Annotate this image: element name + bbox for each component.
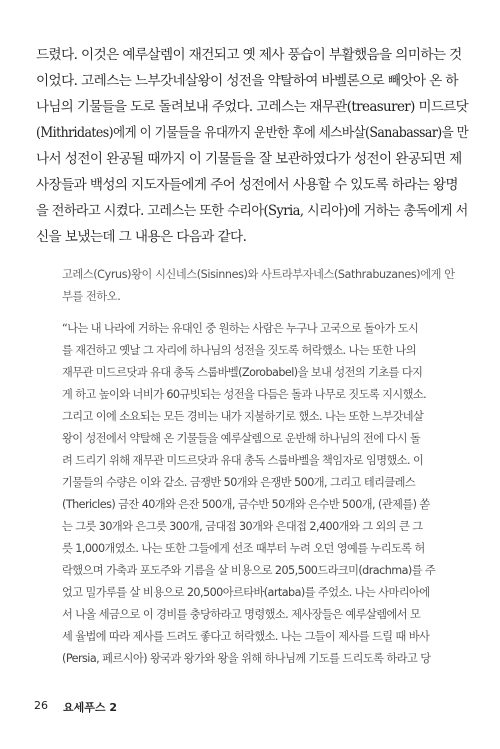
text-line: 는 그릇 30개와 은그릇 300개, 금대접 30개와 은대접 2,400개와 그 외의 큰 그	[62, 520, 423, 533]
text-line: 그리고 이에 소요되는 모든 경비는 내가 지불하기로 했소. 나는 또한 느부갓네살	[62, 410, 424, 423]
text-line: 부를 전하오.	[62, 290, 121, 303]
text-line: 를 재건하고 옛날 그 자리에 하나님의 성전을 짓도록 허락했소. 나는 또한 나의	[62, 344, 417, 357]
text-line: 고레스(Cyrus)왕이 시신네스(Sisinnes)와 사트라부자네스(Sathrabuzanes)에게 안	[62, 268, 455, 281]
text-line: 락했으며 가축과 포도주와 기름을 살 비용으로 205,500드라크미(drachma)를 주	[62, 564, 436, 577]
text-line: 이었다. 고레스는 느부갓네살왕이 성전을 약탈하여 바벨론으로 빼앗아 온 하	[36, 73, 458, 89]
book-title: 요세푸스 2	[63, 701, 117, 714]
text-line: 서 나올 세금으로 이 경비를 충당하라고 명령했소. 제사장들은 예루살렘에서 모	[62, 608, 421, 621]
text-line: 드렸다. 이것은 예루살렘이 재건되고 옛 제사 풍습이 부활했음을 의미하는 것	[36, 47, 462, 63]
text-line: 나서 성전이 완공될 때까지 이 기물들을 잘 보관하였다가 성전이 완공되면 제	[36, 151, 462, 167]
text-line: 나님의 기물들을 도로 돌려보내 주었다. 고레스는 재무관(treasurer) 미드르닷	[36, 99, 469, 115]
text-line: 려 드리기 위해 재무관 미드르닷과 유대 총독 스룹바벨을 책임자로 임명했소. 이	[62, 454, 424, 467]
text-line: 기물들의 수량은 이와 같소. 금쟁반 50개와 은쟁반 500개, 그리고 테리클레스	[62, 476, 416, 489]
text-line: 릇 1,000개였소. 나는 또한 그들에게 선조 때부터 누려 오던 영예를 누리도록 허	[62, 542, 425, 555]
text-line: (Thericles) 금잔 40개와 은잔 500개, 금수반 50개와 은수반 500개, (관제를) 쏟	[62, 498, 430, 511]
text-line: 신을 보냈는데 그 내용은 다음과 같다.	[36, 229, 247, 245]
text-line: “나는 내 나라에 거하는 유대인 중 원하는 사람은 누구나 고국으로 돌아가 도시	[62, 322, 419, 335]
text-line: 었고 밀가루를 살 비용으로 20,500아르타바(artaba)를 주었소. 나는 사마리아에	[62, 586, 430, 599]
text-line: 왕이 성전에서 약탈해 온 기물들을 예루살렘으로 운반해 하나님의 전에 다시 돌	[62, 432, 421, 445]
text-line: 재무관 미드르닷과 유대 총독 스룹바벨(Zorobabel)을 보내 성전의 기초를 다지	[62, 366, 423, 379]
text-line: (Mithridates)에게 이 기물들을 유대까지 운반한 후에 세스바살(Sanabassar)을 만	[36, 125, 469, 141]
text-line: 게 하고 높이와 너비가 60규빗되는 성전을 다듬은 돌과 나무로 짓도록 지시했소.	[62, 388, 427, 401]
text-line: 세 율법에 따라 제사를 드려도 좋다고 허락했소. 나는 그들이 제사를 드릴 때 바사	[62, 630, 430, 643]
text-line: 사장들과 백성의 지도자들에게 주어 성전에서 사용할 수 있도록 하라는 왕명	[36, 177, 458, 193]
text-line: (Persia, 페르시아) 왕국과 왕가와 왕을 위해 하나님께 기도를 드리도록 하라고 당	[62, 652, 431, 665]
page-number: 26	[34, 699, 48, 712]
text-line: 을 전하라고 시켰다. 고레스는 또한 수리아(Syria, 시리아)에 거하는 총독에게 서	[36, 203, 468, 219]
